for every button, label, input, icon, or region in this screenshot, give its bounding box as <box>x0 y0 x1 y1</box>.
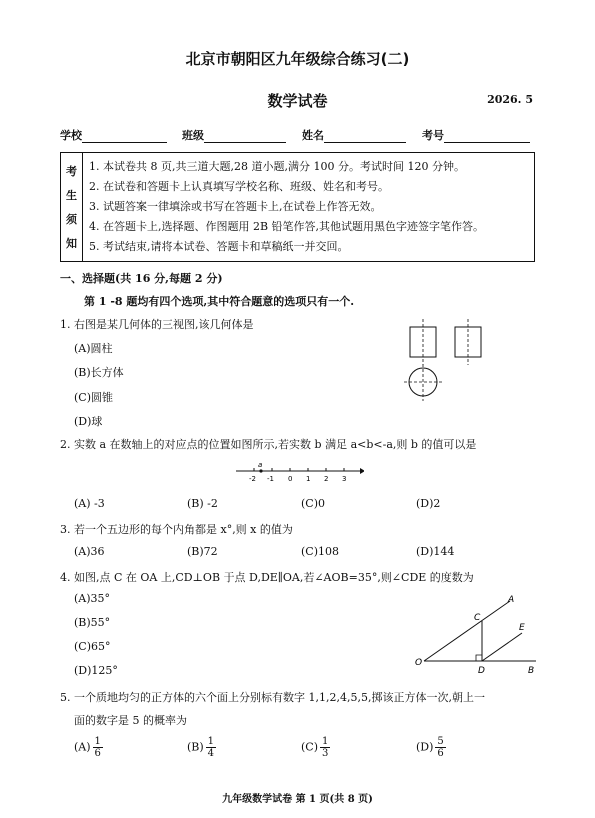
right-angle-mark <box>476 655 482 661</box>
question-2-option-b[interactable]: (B) -2 <box>187 497 218 510</box>
page-title: 北京市朝阳区九年级综合练习(二) <box>185 50 410 68</box>
label-d: D <box>478 666 485 676</box>
denominator: 6 <box>437 748 444 759</box>
page-footer: 九年级数学试卷 第 1 页(共 8 页) <box>222 794 373 805</box>
tick-label: 0 <box>288 475 293 483</box>
fraction <box>206 736 216 759</box>
tick-label: 3 <box>342 475 347 483</box>
exam-number-field[interactable] <box>422 127 530 143</box>
notes-list <box>89 157 530 257</box>
angle-figure <box>410 592 545 682</box>
question-2-option-d[interactable]: (D)2 <box>416 497 441 510</box>
tick-label: -2 <box>249 475 256 483</box>
school-field[interactable] <box>60 127 167 143</box>
question-4-option-a[interactable]: (A)35° <box>74 592 111 605</box>
note-item: 2. 在试卷和答题卡上认真填写学校名称、班级、姓名和考号。 <box>89 180 389 193</box>
question-4-option-b[interactable]: (B)55° <box>74 616 111 629</box>
question-3-option-b[interactable]: (B)72 <box>187 545 218 558</box>
name-field[interactable] <box>302 127 406 143</box>
name-label: 姓名 <box>302 129 324 142</box>
tick-label: 2 <box>324 475 329 483</box>
notes-heading <box>61 153 83 261</box>
numerator: 1 <box>322 736 329 747</box>
label-b: B <box>528 666 535 676</box>
note-item: 5. 考试结束,请将本试卷、答题卡和草稿纸一并交回。 <box>89 240 349 253</box>
class-field[interactable] <box>182 127 286 143</box>
three-view-figure <box>400 315 500 405</box>
numerator: 1 <box>94 736 101 747</box>
question-3-option-d[interactable]: (D)144 <box>416 545 455 558</box>
class-label: 班级 <box>182 129 204 142</box>
denominator: 4 <box>207 748 215 759</box>
section-title: 一、选择题(共 16 分,每题 2 分) <box>60 272 223 285</box>
question-3-option-c[interactable]: (C)108 <box>301 545 339 558</box>
school-label: 学校 <box>60 129 82 142</box>
section-instruction: 第 1 -8 题均有四个选项,其中符合题意的选项只有一个. <box>84 295 355 308</box>
denominator: 3 <box>322 748 329 759</box>
exam-number-label: 考号 <box>422 129 444 142</box>
fraction <box>435 736 445 759</box>
notes-heading-char: 知 <box>66 237 77 250</box>
denominator: 6 <box>94 748 101 759</box>
option-prefix: (C) <box>301 740 318 754</box>
point-a <box>259 469 262 472</box>
question-1-option-b[interactable]: (B)长方体 <box>74 366 124 379</box>
fraction <box>320 736 330 759</box>
notes-heading-char: 生 <box>66 189 77 202</box>
question-1-stem: 1. 右图是某几何体的三视图,该几何体是 <box>60 318 254 331</box>
question-2-stem: 2. 实数 a 在数轴上的对应点的位置如图所示,若实数 b 满足 a<b<-a,则 b 的值可以是 <box>60 438 477 451</box>
label-a: A <box>508 595 515 605</box>
student-info-row <box>60 127 535 145</box>
candidate-notes-box <box>60 152 535 262</box>
option-prefix: (D) <box>416 740 434 754</box>
option-prefix: (B) <box>187 740 204 754</box>
exam-date: 2026. 5 <box>487 93 533 106</box>
question-1-option-a[interactable]: (A)圆柱 <box>74 342 113 355</box>
ray-oa <box>424 601 510 661</box>
tick-label: -1 <box>267 475 274 483</box>
question-5-stem-line2: 面的数字是 5 的概率为 <box>74 714 187 727</box>
segment-de <box>482 633 522 661</box>
question-4-stem: 4. 如图,点 C 在 OA 上,CD⊥OB 于点 D,DE∥OA,若∠AOB=35°,则∠CDE 的度数为 <box>60 571 474 584</box>
label-e: E <box>519 623 525 633</box>
subject-title: 数学试卷 <box>267 92 328 110</box>
question-4-option-d[interactable]: (D)125° <box>74 664 118 677</box>
question-5-stem-line1: 5. 一个质地均匀的正方体的六个面上分别标有数字 1,1,2,4,5,5,掷该正方体一次,朝上一 <box>60 691 485 704</box>
tick-label: 1 <box>306 475 311 483</box>
number-line <box>232 459 364 489</box>
point-a-label: a <box>258 461 263 469</box>
option-prefix: (A) <box>74 740 91 754</box>
label-c: C <box>474 613 481 623</box>
question-5-option-c[interactable] <box>301 736 330 759</box>
question-5-option-a[interactable] <box>74 736 103 759</box>
question-1-option-d[interactable]: (D)球 <box>74 415 103 428</box>
note-item: 3. 试题答案一律填涂或书写在答题卡上,在试卷上作答无效。 <box>89 200 382 213</box>
question-4-option-c[interactable]: (C)65° <box>74 640 111 653</box>
question-3-stem: 3. 若一个五边形的每个内角都是 x°,则 x 的值为 <box>60 523 293 536</box>
numerator: 5 <box>437 736 444 747</box>
question-5-option-b[interactable] <box>187 736 216 759</box>
notes-heading-char: 须 <box>66 213 77 226</box>
note-item: 4. 在答题卡上,选择题、作图题用 2B 铅笔作答,其他试题用黑色字迹签字笔作答。 <box>89 220 485 233</box>
question-5-option-d[interactable] <box>416 736 446 759</box>
question-1-option-c[interactable]: (C)圆锥 <box>74 391 113 404</box>
note-item: 1. 本试卷共 8 页,共三道大题,28 道小题,满分 100 分。考试时间 120 分钟。 <box>89 160 465 173</box>
fraction <box>93 736 103 759</box>
question-2-option-a[interactable]: (A) -3 <box>74 497 105 510</box>
numerator: 1 <box>207 736 215 747</box>
notes-heading-char: 考 <box>66 165 77 178</box>
question-2-option-c[interactable]: (C)0 <box>301 497 325 510</box>
question-3-option-a[interactable]: (A)36 <box>74 545 105 558</box>
label-o: O <box>415 658 423 668</box>
